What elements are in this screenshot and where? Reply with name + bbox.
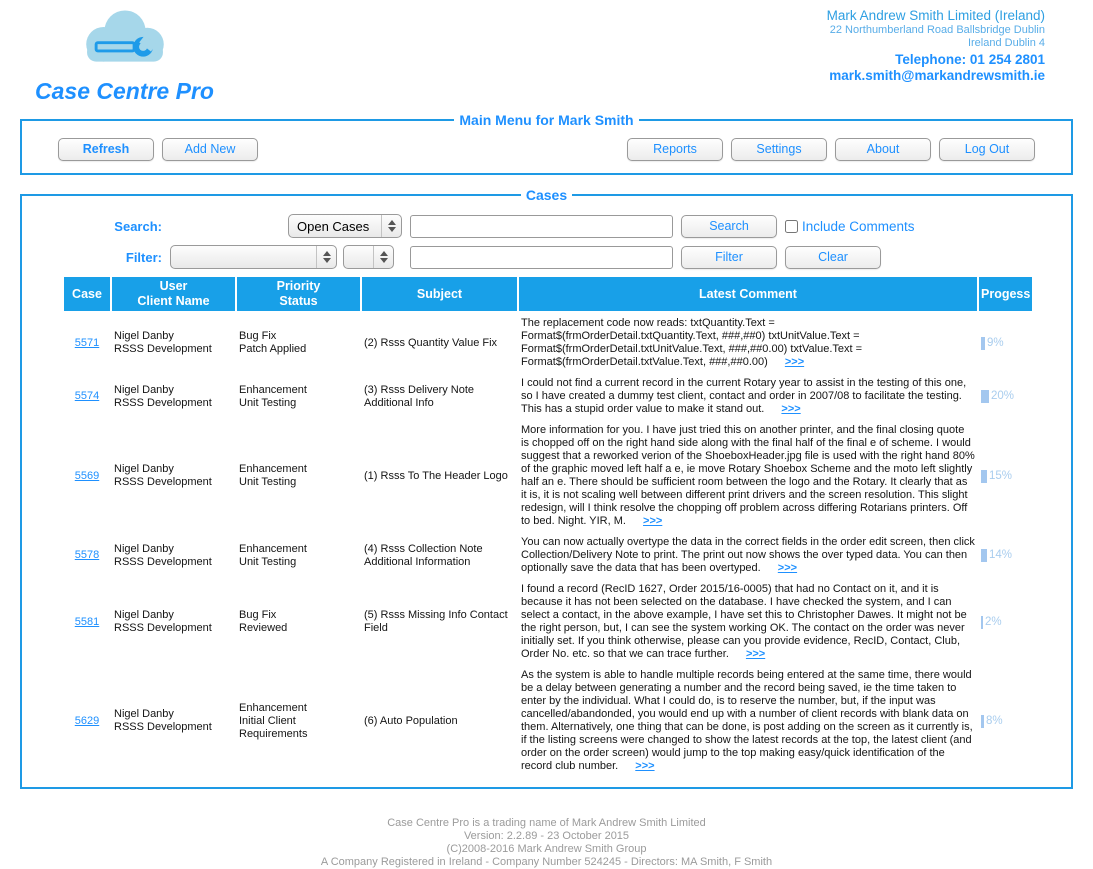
main-menu-legend: Main Menu for Mark Smith [459, 112, 634, 128]
subject-cell: (1) Rsss To The Header Logo [364, 469, 508, 482]
col-header-progress[interactable]: Progess [978, 276, 1033, 312]
case-id-link[interactable]: 5571 [74, 336, 100, 349]
user-name: Nigel Danby [114, 542, 174, 555]
case-row [63, 665, 1033, 777]
user-client-cell [111, 420, 236, 532]
latest-comment-cell [518, 373, 978, 420]
progress-percent: 8% [986, 714, 1003, 727]
client-name: RSSS Development [114, 476, 212, 488]
progress-cell [978, 532, 1033, 579]
user-client-cell [111, 532, 236, 579]
user-name: Nigel Danby [114, 383, 174, 396]
progress-cell [978, 373, 1033, 420]
progress-percent: 9% [987, 336, 1004, 349]
priority-status-cell [236, 665, 361, 777]
case-id-link[interactable]: 5578 [74, 549, 100, 561]
refresh-button[interactable]: Refresh [58, 138, 154, 161]
add-new-button[interactable]: Add New [162, 138, 258, 161]
col-header-user-client[interactable] [111, 276, 236, 312]
reports-button[interactable]: Reports [627, 138, 723, 161]
case-id-link[interactable]: 5569 [74, 469, 100, 482]
user-client-cell [111, 579, 236, 665]
select-stepper-icon [316, 246, 336, 268]
case-id-link[interactable]: 5574 [74, 390, 100, 402]
brand-block [35, 8, 295, 112]
user-name: Nigel Danby [114, 330, 174, 342]
comment-text: I found a record (RecID 1627, Order 2015/16-0005) that had no Contact on it, and it is because it has not been selected on the database. I have checked the system, and I can select a contact, in the above example, I have set this to Christopher Dawes. It might not be the right person, but, I can see the system working OK. The contact on the order was never initially set. If you think otherwise, please can you provide evidence, RecID, Contact, Club, Order No. etc. so that we can trace further. [521, 583, 967, 660]
subject-cell: (4) Rsss Collection Note Additional Information [364, 542, 483, 568]
latest-comment-cell [518, 420, 978, 532]
case-id-link[interactable]: 5629 [74, 714, 100, 727]
footer-company-registration: A Company Registered in Ireland - Company Number 524245 - Directors: MA Smith, F Smith [320, 856, 773, 868]
expand-comment-link[interactable]: >>> [777, 562, 798, 574]
client-name: RSSS Development [114, 721, 212, 733]
status-value: Unit Testing [239, 555, 297, 568]
table-header-row [63, 276, 1033, 312]
main-menu-buttons [38, 132, 1055, 163]
progress-bar [981, 390, 989, 403]
priority-value: Enhancement [239, 383, 307, 396]
col-header-status: Status [279, 294, 318, 308]
latest-comment-cell [518, 312, 978, 373]
case-row [63, 579, 1033, 665]
progress-percent: 15% [989, 469, 1013, 482]
footer-version: Version: 2.2.89 - 23 October 2015 [463, 830, 630, 842]
col-header-priority: Priority [276, 279, 321, 293]
latest-comment-cell [518, 579, 978, 665]
include-comments-wrap [785, 219, 915, 234]
col-header-latest-comment[interactable]: Latest Comment [518, 276, 978, 312]
search-input[interactable] [410, 215, 673, 238]
settings-button[interactable]: Settings [731, 138, 827, 161]
company-address-line2: Ireland Dublin 4 [967, 37, 1045, 49]
page-footer [0, 817, 1093, 869]
filter-select-zone [170, 245, 402, 269]
case-row [63, 420, 1033, 532]
latest-comment-cell [518, 665, 978, 777]
client-name: RSSS Development [114, 622, 212, 634]
select-stepper-icon [373, 246, 393, 268]
case-row [63, 312, 1033, 373]
progress-cell [978, 665, 1033, 777]
expand-comment-link[interactable]: >>> [745, 648, 766, 660]
priority-status-cell [236, 579, 361, 665]
priority-value: Enhancement [239, 463, 307, 475]
expand-comment-link[interactable]: >>> [781, 403, 801, 415]
expand-comment-link[interactable]: >>> [643, 515, 663, 527]
cases-panel [20, 187, 1073, 789]
main-menu-left-group [58, 138, 258, 161]
user-client-cell [111, 373, 236, 420]
user-name: Nigel Danby [114, 708, 174, 720]
search-scope-select[interactable] [288, 214, 402, 238]
search-label: Search: [114, 218, 162, 234]
company-telephone: Telephone: 01 254 2801 [895, 52, 1045, 67]
priority-value: Bug Fix [239, 330, 277, 342]
progress-bar [981, 337, 985, 350]
company-email[interactable]: mark.smith@markandrewsmith.ie [829, 68, 1045, 83]
user-name: Nigel Danby [114, 463, 174, 475]
app-title: Case Centre Pro [35, 78, 214, 104]
case-id-cell [63, 579, 111, 665]
col-header-user: User [159, 279, 188, 293]
user-client-cell [111, 665, 236, 777]
case-id-cell [63, 532, 111, 579]
progress-cell [978, 420, 1033, 532]
col-header-priority-status[interactable] [236, 276, 361, 312]
status-value: Unit Testing [239, 476, 297, 488]
expand-comment-link[interactable]: >>> [635, 760, 655, 772]
case-id-link[interactable]: 5581 [74, 615, 100, 628]
comment-text: The replacement code now reads: txtQuantity.Text = Format$(frmOrderDetail.txtQuantity.Text, ###,##0) txtUnitValue.Text = Format$(frmOrderDetail.txtUnitValue.Text, ###,##0.00) txtValue.Text = Format$(frmOrderDetail.txtValue.Text, ###,##0.00) [521, 317, 863, 368]
status-value: Patch Applied [239, 343, 307, 355]
status-value: Initial Client Requirements [239, 714, 308, 740]
client-name: RSSS Development [114, 396, 212, 409]
user-client-cell [111, 312, 236, 373]
progress-bar [981, 715, 984, 728]
comment-text: I could not find a current record in the current Rotary year to assist in the testing of this one, so I have created a dummy test client, contact and order in 2007/08 to facilitate the testing. This has a stupid order value to make it stand out. [521, 377, 967, 415]
priority-value: Bug Fix [239, 609, 277, 621]
client-name: RSSS Development [114, 343, 212, 355]
priority-status-cell [236, 373, 361, 420]
progress-bar [981, 470, 987, 483]
case-row [63, 532, 1033, 579]
filter-label: Filter: [125, 249, 162, 265]
clear-button[interactable]: Clear [785, 246, 881, 269]
user-name: Nigel Danby [114, 609, 174, 621]
about-button[interactable]: About [835, 138, 931, 161]
cases-legend: Cases [525, 187, 568, 203]
footer-copyright: (C)2008-2016 Mark Andrew Smith Group [446, 843, 647, 855]
col-header-case[interactable]: Case [63, 276, 111, 312]
filter-button[interactable]: Filter [681, 246, 777, 269]
progress-cell [978, 579, 1033, 665]
search-scope-value: Open Cases [297, 218, 370, 234]
include-comments-label: Include Comments [802, 218, 915, 234]
main-menu-right-group [627, 138, 1035, 161]
search-button[interactable]: Search [681, 215, 777, 238]
expand-comment-link[interactable]: >>> [784, 356, 805, 368]
subject-cell: (3) Rsss Delivery Note Additional Info [364, 383, 475, 409]
main-menu-panel [20, 112, 1073, 175]
footer-trading-name: Case Centre Pro is a trading name of Mark Andrew Smith Limited [387, 817, 706, 829]
progress-percent: 20% [991, 390, 1015, 402]
cloud-wrench-logo-icon [75, 8, 175, 74]
subject-cell: (2) Rsss Quantity Value Fix [364, 336, 498, 349]
subject-cell: (5) Rsss Missing Info Contact Field [364, 609, 508, 634]
progress-bar [981, 549, 987, 562]
progress-cell [978, 312, 1033, 373]
status-value: Reviewed [239, 622, 288, 634]
client-name: RSSS Development [114, 555, 212, 568]
case-row [63, 373, 1033, 420]
case-id-cell [63, 665, 111, 777]
filter-row [38, 245, 1055, 269]
progress-percent: 2% [985, 615, 1002, 628]
case-id-cell [63, 312, 111, 373]
progress-percent: 14% [989, 549, 1013, 561]
filter-field-select[interactable] [170, 245, 337, 269]
logout-button[interactable]: Log Out [939, 138, 1035, 161]
search-row [38, 214, 1055, 238]
filter-operator-select[interactable] [343, 245, 394, 269]
filter-input[interactable] [410, 246, 673, 269]
priority-value: Enhancement [239, 701, 307, 714]
comment-text: You can now actually overtype the data in the correct fields in the order edit screen, then click Collection/Delivery Note to print. The print out now shows the over typed data. You can then optionally save the data that has been overtyped. [521, 536, 975, 574]
search-select-zone [170, 214, 402, 238]
page-header [0, 0, 1093, 112]
comment-text: More information for you. I have just tried this on another printer, and the final closing quote is chopped off on the right hand side along with the final half of the final e of scheme. I would suggest that a reworked verion of the ShoeboxHeader.jpg file is used with the right hand 80% of the graphic moved left half a e, ie move Rotary Shoebox Scheme and the moto left slightly half an e. There should be sufficient room between the logo and the Rotary. It clearly that as it is, it is not scaling well between different print drivers and the screen resolution. This slight redesign, will I think resolve the chopping off problem across differing Rotarians printers. Off to bed. Night. YIR, M. [521, 424, 975, 527]
priority-status-cell [236, 420, 361, 532]
priority-value: Enhancement [239, 542, 307, 555]
subject-cell: (6) Auto Population [364, 714, 458, 727]
case-id-cell [63, 420, 111, 532]
priority-status-cell [236, 312, 361, 373]
case-id-cell [63, 373, 111, 420]
progress-bar [981, 616, 983, 629]
select-stepper-icon [381, 215, 401, 237]
latest-comment-cell [518, 532, 978, 579]
comment-text: As the system is able to handle multiple records being entered at the same time, there would be a delay between generating a number and the record being saved, ie the time taken to enter by the individual. What I could do, is to reserve the number, but, if the input was cancelled/abandonded, you would end up with a number of client records with blank data on them. Alternatively, one thing that can be done, is post adding on the screen as it currently is, if the listing screens were changed to show the latest records at the top, the latest client (and order on the order screen) would jump to the top making easy/quick identification of the record club number. [521, 669, 973, 772]
col-header-subject[interactable]: Subject [361, 276, 518, 312]
include-comments-checkbox[interactable] [785, 220, 798, 233]
company-name: Mark Andrew Smith Limited (Ireland) [826, 8, 1045, 23]
priority-status-cell [236, 532, 361, 579]
status-value: Unit Testing [239, 396, 297, 409]
col-header-client: Client Name [137, 294, 210, 308]
company-contact-block [827, 8, 1045, 112]
cases-table [62, 275, 1034, 777]
company-address-line1: 22 Northumberland Road Ballsbridge Dublin [829, 24, 1045, 36]
